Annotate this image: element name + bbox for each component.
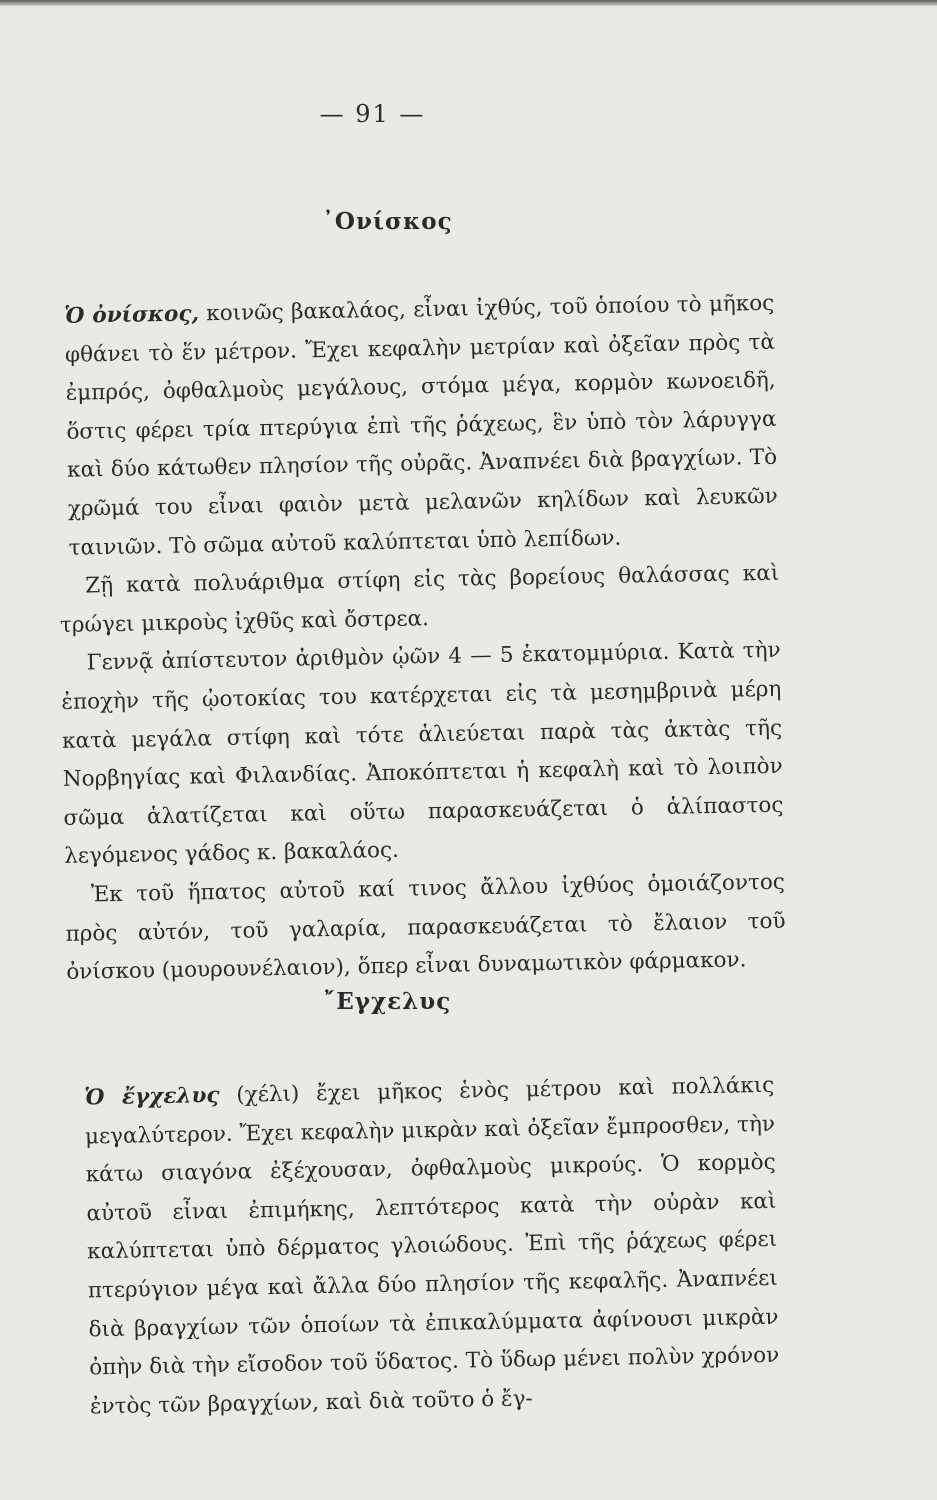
paragraph-text: Ζῇ κατὰ πολυάριθμα στίφη εἰς τὰς βορείους θαλάσσας καὶ τρώγει μικροὺς ἰχθῦς καὶ ὄστρεα. <box>59 560 780 638</box>
paragraph-text: κοινῶς βακαλάος, εἶναι ἰχθύς, τοῦ ὁποίου τὸ μῆκος φθάνει τὸ ἕν μέτρον. Ἔχει κεφαλὴν μετρίαν καὶ ὀξεῖαν πρὸς τὰ ἐμπρός, ὀφθαλμοὺς μεγάλους, στόμα μέγα, κορμὸν κωνοειδῆ, ὅστις φέρει τρία πτερύγια ἐπὶ τῆς ῥάχεως, ἓν ὑπὸ τὸν λάρυγγα καὶ δύο κάτωθεν πλησίον τῆς οὐρᾶς. Ἀναπνέει διὰ βραγχίων. Τὸ χρῶμά του εἶναι φαιὸν μετὰ μελανῶν κηλίδων καὶ λευκῶν ταινιῶν. Τὸ σῶμα αὐτοῦ καλύπτεται ὑπὸ λεπίδων. <box>64 290 778 561</box>
paragraph-text: Ἐκ τοῦ ἥπατος αὐτοῦ καί τινος ἄλλου ἰχθύος ὁμοιάζοντος πρὸς αὐτόν, τοῦ γαλαρία, παρασκευάζεται τὸ ἔλαιον τοῦ ὀνίσκου (μουρουνέλαιον), ὅπερ εἶναι δυναμωτικὸν φάρμακον. <box>65 869 786 985</box>
paragraph-text: Γεννᾷ ἀπίστευτον ἀριθμὸν ᾠῶν 4 — 5 ἑκατομμύρια. Κατὰ τὴν ἐποχὴν τῆς ᾠοτοκίας του κατέρχεται εἰς τὰ μεσημβρινὰ μέρη κατὰ μεγάλα στίφη καὶ τότε ἁλιεύεται παρὰ τὰς ἀκτὰς τῆς Νορβηγίας καὶ Φιλανδίας. Ἀποκόπτεται ἡ κεφαλὴ καὶ τὸ λοιπὸν σῶμα ἁλατίζεται καὶ οὕτω παρασκευάζεται ὁ ἁλίπαστος λεγόμενος γάδος κ. βακαλάος. <box>61 638 784 870</box>
term-name: Ὁ ὀνίσκος, <box>64 301 200 329</box>
paragraph <box>54 1067 780 1427</box>
paragraph <box>60 632 784 877</box>
term-name: Ὁ ἔγχελυς <box>84 1082 220 1111</box>
section-body-oniskos <box>54 285 787 993</box>
page-number: — 91 — <box>319 100 426 128</box>
section-title-enchelys: ῎Εγχελυς <box>323 988 452 1015</box>
paragraph <box>65 864 787 993</box>
paragraph-text: (χέλι) ἔχει μῆκος ἑνὸς μέτρου καὶ πολλάκις μεγαλύτερον. Ἔχει κεφαλὴν μικρὰν καὶ ὀξεῖαν ἔμπροσθεν, τὴν κάτω σιαγόνα ἐξέχουσαν, ὀφθαλμοὺς μικρούς. Ὁ κορμὸς αὐτοῦ εἶναι ἐπιμήκης, λεπτότερος κατὰ τὴν οὐρὰν καὶ καλύπτεται ὑπὸ δέρματος γλοιώδους. Ἐπὶ τῆς ῥάχεως φέρει πτερύγιον μέγα καὶ ἄλλα δύο πλησίον τῆς κεφαλῆς. Ἀναπνέει διὰ βραγχίων τῶν ὁποίων τὰ ἐπικαλύμματα ἀφίνουσι μικρὰν ὀπὴν διὰ τὴν εἴσοδον τοῦ ὕδατος. Τὸ ὕδωρ μένει πολὺν χρόνον ἐντὸς τῶν βραγχίων, καὶ διὰ τοῦτο ὁ ἔγ- <box>84 1072 780 1420</box>
paragraph <box>54 285 779 568</box>
section-body-enchelys <box>54 1067 780 1427</box>
section-title-oniskos: ᾿Ονίσκος <box>322 208 453 235</box>
paragraph <box>59 555 780 645</box>
